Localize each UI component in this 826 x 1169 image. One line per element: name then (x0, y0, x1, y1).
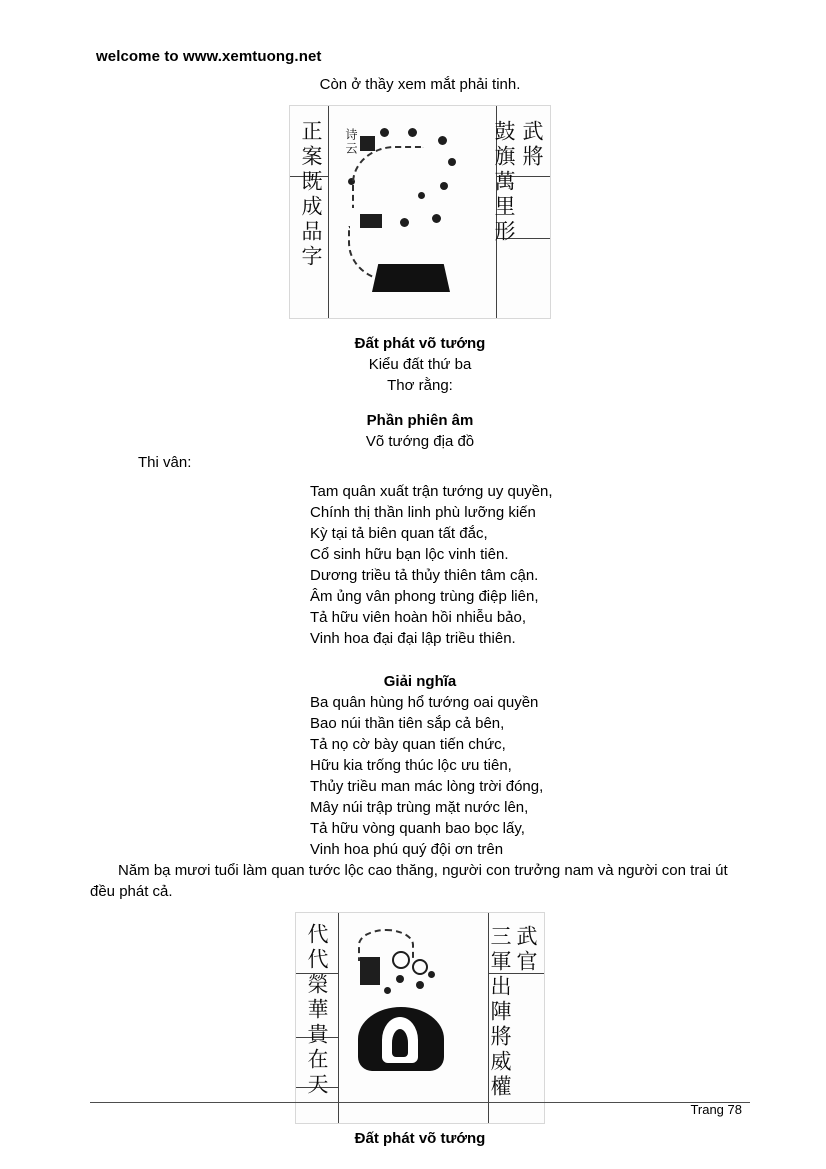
verse-line: Tả hữu viên hoàn hồi nhiễu bảo, (310, 609, 527, 626)
verse-line: Thủy triều man mác lòng trời đóng, (310, 778, 544, 795)
verse-line: Cổ sinh hữu bạn lộc vinh tiên. (310, 546, 509, 563)
figure-1-left-text: 正案既成品字 (299, 120, 323, 270)
verse-line: Ba quân hùng hổ tướng oai quyền (310, 694, 539, 711)
intro-line: Còn ở thầy xem mắt phải tinh. (319, 76, 521, 93)
figure-geomancy-1 (289, 105, 551, 319)
verse-line: Vinh hoa đại đại lập triều thiên. (310, 630, 516, 647)
subtitle-kieu-dat: Kiểu đất thứ ba (368, 356, 472, 373)
section-giai-nghia: Giải nghĩa (383, 673, 457, 690)
figure-1-right-text-2: 鼓旗萬里形 (492, 120, 516, 245)
verse-line: Tả hữu vòng quanh bao bọc lấy, (310, 820, 525, 837)
figure-geomancy-2 (295, 912, 545, 1124)
figure-2-caption: Đất phát võ tướng (354, 1130, 486, 1147)
verse-line: Âm ủng vân phong trùng điệp liên, (310, 588, 539, 605)
verse-line: Dương triều tả thủy thiên tâm cận. (310, 567, 539, 584)
verse-phien-am (90, 481, 750, 649)
footer-divider (90, 1102, 750, 1103)
section-phan-phien-am: Phần phiên âm (366, 412, 474, 429)
figure-2-artwork (296, 913, 544, 1123)
verse-line: Hữu kia trống thúc lộc ưu tiên, (310, 757, 512, 774)
verse-line: Tả nọ cờ bày quan tiến chức, (310, 736, 506, 753)
verse-giai-nghia (90, 692, 750, 860)
document-content (90, 74, 750, 1147)
verse-line: Tam quân xuất trận tướng uy quyền, (310, 483, 553, 500)
subtitle-tho-rang: Thơ rằng: (387, 377, 453, 394)
figure-1-small-note: 诗云 (344, 128, 358, 156)
figure-1-right-text: 武將 (520, 120, 544, 170)
verse-line: Mây núi trập trùng mặt nước lên, (310, 799, 529, 816)
verse-line: Bao núi thần tiên sắp cả bên, (310, 715, 505, 732)
header-watermark: welcome to www.xemtuong.net (96, 48, 322, 65)
verse-line: Kỳ tại tả biên quan tất đắc, (310, 525, 488, 542)
label-thi-van: Thi vân: (138, 454, 192, 471)
section-title-dat-phat-vo-tuong: Đất phát võ tướng (354, 335, 486, 352)
figure-2-right-text: 武官 (514, 925, 538, 975)
figure-1-artwork (290, 106, 550, 318)
verse-line: Chính thị thần linh phù lưỡng kiến (310, 504, 536, 521)
paragraph-nam-ba-muoi: Năm bạ mươi tuổi làm quan tước lộc cao thăng, người con trưởng nam và người con trai út đều phát cả. (90, 862, 728, 900)
footer-page-number: Trang 78 (690, 1102, 742, 1117)
verse-line: Vinh hoa phú quý đội ơn trên (310, 841, 504, 858)
figure-2-mid-text: 三軍出陣將威權 (488, 925, 512, 1100)
subtitle-vo-tuong-dia-do: Võ tướng địa đồ (365, 433, 475, 450)
figure-2-left-text: 代代榮華貴在天 (305, 923, 329, 1098)
